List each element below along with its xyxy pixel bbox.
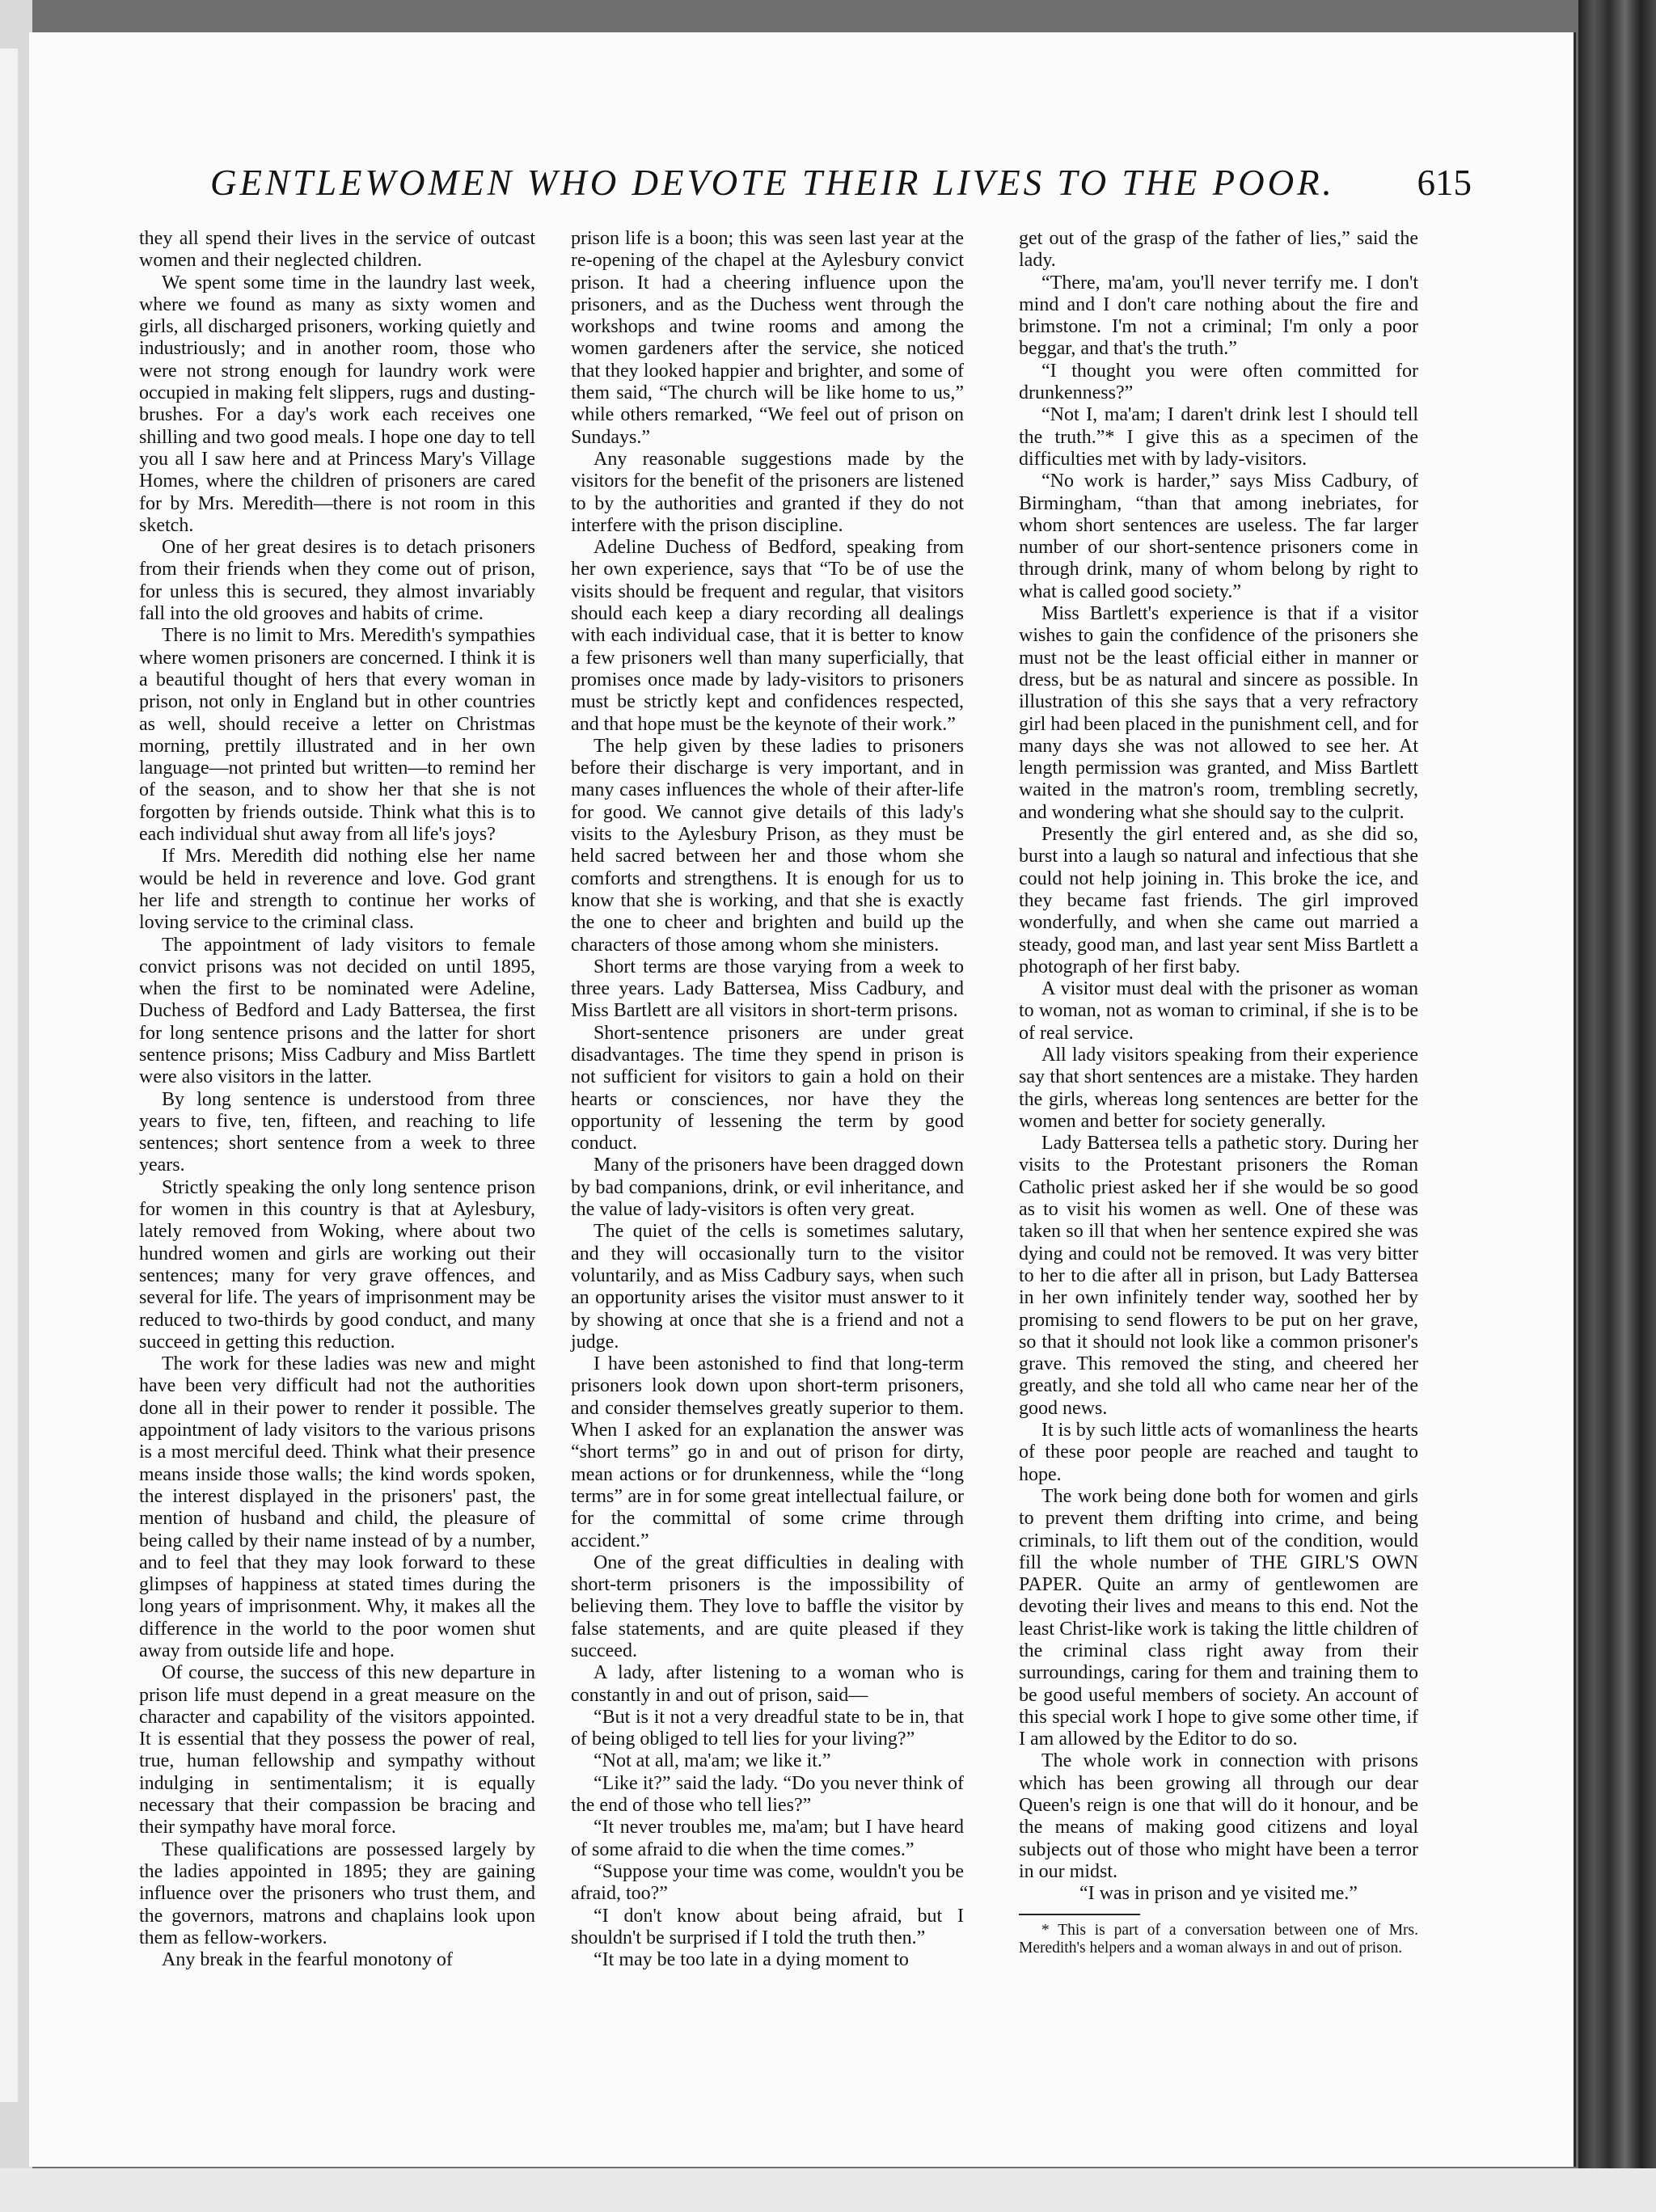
text-column-3: [1019, 228, 1418, 1957]
paragraph: All lady visitors speaking from their experience say that short sentences are a mistake. They harden the girls, whereas long sentences are better for the women and better for society generally.: [1019, 1044, 1418, 1132]
paragraph: prison life is a boon; this was seen last year at the re-opening of the chapel at the Aylesbury convict prison. It had a cheering influence upon the prisoners, and as the Duchess went through the workshops and twine rooms and among the women gardeners after the service, she noticed that they looked happier and brighter, and some of them said, “The church will be like home to us,” while others remarked, “We feel out of prison on Sundays.”: [571, 228, 964, 448]
paragraph: “I thought you were often committed for drunkenness?”: [1019, 360, 1418, 404]
book-binding-edge: [1578, 0, 1656, 2212]
paragraph: Short terms are those varying from a week to three years. Lady Battersea, Miss Cadbury, and Miss Bartlett are all visitors in short-term prisons.: [571, 956, 964, 1022]
paragraph: These qualifications are possessed largely by the ladies appointed in 1895; they are gaining influence over the prisoners who trust them, and the governors, matrons and chaplains look upon them as fellow-workers.: [139, 1838, 535, 1948]
facing-page-edge: [0, 49, 18, 2102]
paragraph: “Not I, ma'am; I daren't drink lest I should tell the truth.”* I give this as a specimen of the difficulties met with by lady-visitors.: [1019, 404, 1418, 470]
page-header: [210, 162, 1472, 210]
paragraph: One of the great difficulties in dealing with short-term prisoners is the impossibility of believing them. They love to baffle the visitor by false statements, and are quite pleased if they succeed.: [571, 1551, 964, 1661]
paragraph: get out of the grasp of the father of lies,” said the lady.: [1019, 228, 1418, 272]
paragraph: they all spend their lives in the service of outcast women and their neglected children.: [139, 228, 535, 272]
paragraph: “Like it?” said the lady. “Do you never think of the end of those who tell lies?”: [571, 1772, 964, 1817]
paragraph: By long sentence is understood from three years to five, ten, fifteen, and reaching to life sentences; short sentence from a week to three years.: [139, 1088, 535, 1176]
paragraph: The appointment of lady visitors to female convict prisons was not decided on until 1895, when the first to be nominated were Adeline, Duchess of Bedford and Lady Battersea, the first for long sentence prisons and the latter for short sentence prisons; Miss Cadbury and Miss Bartlett were also visitors in the latter.: [139, 934, 535, 1088]
paragraph: “It may be too late in a dying moment to: [594, 1949, 909, 1971]
paragraph-text: Quite an army of gentlewomen are devoting their lives and means to this end. Not the least Christ-like work is taking the little children of the criminal class right away from their surroundings, caring for them and training them to be good useful members of society. An account of this special work I hope to give some other time, if I am allowed by the Editor to do so.: [1019, 1574, 1418, 1750]
paragraph: “Suppose your time was come, wouldn't you be afraid, too?”: [571, 1860, 964, 1905]
paragraph: Any break in the fearful monotony of: [162, 1949, 453, 1971]
paragraph: “There, ma'am, you'll never terrify me. I don't mind and I don't care nothing about the fire and brimstone. I'm not a criminal; I'm only a poor beggar, and that's the truth.”: [1019, 272, 1418, 360]
footnote: * This is part of a conversation between one of Mrs. Meredith's helpers and a woman always in and out of prison.: [1019, 1921, 1418, 1957]
paragraph: The whole work in connection with prisons which has been growing all through our dear Queen's reign is one that will do it honour, and be the means of making good citizens and loyal subjects out of those who might have been a terror in our midst.: [1019, 1750, 1418, 1882]
paragraph: The help given by these ladies to prisoners before their discharge is very important, and in many cases influences the whole of their after-life for good. We cannot give details of this lady's visits to the Aylesbury Prison, as they must be held sacred between her and those whom she comforts and strengthens. It is enough for us to know that she is working, and that she is exactly the one to cheer and brighten and build up the characters of those among whom she ministers.: [571, 735, 964, 956]
running-title: GENTLEWOMEN WHO DEVOTE THEIR LIVES TO THE POOR.: [210, 163, 1335, 203]
paragraph: Adeline Duchess of Bedford, speaking from her own experience, says that “To be of use the visits should be frequent and regular, that visitors should each keep a diary recording all dealings with each individual case, that it is better to know a few prisoners well than many superficially, that promises once made by lady-visitors to prisoners must be strictly kept and confidences respected, and that hope must be the keynote of their work.”: [571, 537, 964, 735]
paragraph: “But is it not a very dreadful state to be in, that of being obliged to tell lies for your living?”: [571, 1706, 964, 1750]
paragraph: [1019, 1486, 1418, 1751]
paragraph: Any reasonable suggestions made by the visitors for the benefit of the prisoners are listened to by the authorities and granted if they do not interfere with the prison discipline.: [571, 448, 964, 536]
paragraph: There is no limit to Mrs. Meredith's sympathies where women prisoners are concerned. I think it is a beautiful thought of hers that every woman in prison, not only in England but in other countries as well, should receive a letter on Christmas morning, prettily illustrated and in her own language—not printed but written—to remind her of the season, and to show her that she is not forgotten by friends outside. Think what this is to each individual shut away from all life's joys?: [139, 625, 535, 846]
paragraph: Strictly speaking the only long sentence prison for women in this country is that at Aylesbury, lately removed from Woking, where about two hundred women and girls are working out their sentences; many for very grave offences, and several for life. The years of imprisonment may be reduced to two-thirds by good conduct, and many succeed in getting this reduction.: [139, 1176, 535, 1353]
paragraph: Presently the girl entered and, as she did so, burst into a laugh so natural and infectious that she could not help joining in. This broke the ice, and they became fast friends. The girl improved wonderfully, and when she came out married a steady, good man, and last year sent Miss Bartlett a photograph of her first baby.: [1019, 824, 1418, 977]
magazine-title: THE GIRL'S OWN PAPER.: [1019, 1551, 1418, 1596]
paragraph: Of course, the success of this new departure in prison life must depend in a great measure on the character and capability of the visitors appointed. It is essential that they possess the power of real, true, human fellowship and sympathy without indulging in sentimentalism; it is equally necessary that their compassion be bracing and their sympathy have moral force.: [139, 1662, 535, 1838]
paragraph: If Mrs. Meredith did nothing else her name would be held in reverence and love. God grant her life and strength to continue her works of loving service to the criminal class.: [139, 846, 535, 934]
paragraph: Many of the prisoners have been dragged down by bad companions, drink, or evil inheritance, and the value of lady-visitors is often very great.: [571, 1155, 964, 1221]
scan-background-bottom: [0, 2168, 1656, 2212]
paragraph: Lady Battersea tells a pathetic story. During her visits to the Protestant prisoners the Roman Catholic priest asked her if she would be so good as to visit his women as well. One of these was taken so ill that when her sentence expired she was dying and could not be removed. It was very bitter to her to die after all in prison, but Lady Battersea in her own infinitely tender way, soothed her by promising to send flowers to be put on her grave, so that it should not look like a common prisoner's grave. This removed the sting, and cheered her greatly, and she told all who came near her of the good news.: [1019, 1133, 1418, 1419]
paragraph: “No work is harder,” says Miss Cadbury, of Birmingham, “than that among inebriates, for whom short sentences are useless. The far larger number of our short-sentence prisoners come in through drink, many of whom belong by right to what is called good society.”: [1019, 471, 1418, 602]
paragraph: The work for these ladies was new and might have been very difficult had not the authorities done all in their power to render it possible. The appointment of lady visitors to the various prisons is a most merciful deed. Think what their presence means inside those walls; the kind words spoken, the interest displayed in the prisoners' past, the mention of husband and child, the pleasure of being called by their name instead of by a number, and to feel that they may look forward to these glimpses of happiness at stated times during the long years of imprisonment. Why, it makes all the difference in the world to the poor women shut away from outside life and hope.: [139, 1353, 535, 1661]
text-column-2: [571, 228, 964, 1971]
paragraph: It is by such little acts of womanliness the hearts of these poor people are reached and taught to hope.: [1019, 1420, 1418, 1485]
paragraph-text: The work being done both for women and girls to prevent them drifting into crime, and being criminals, to lift them out of the condition, would fill the whole number of: [1019, 1485, 1418, 1573]
paragraph: Miss Bartlett's experience is that if a visitor wishes to gain the confidence of the prisoners she must not be the least official either in manner or dress, but be as natural and sincere as possible. In illustration of this she says that a very refractory girl had been placed in the punishment cell, and for many days she was not allowed to see her. At length permission was granted, and Miss Bartlett waited in the matron's room, trembling secretly, and wondering what she should say to the culprit.: [1019, 603, 1418, 823]
paragraph: “Not at all, ma'am; we like it.”: [594, 1750, 831, 1772]
paragraph: “I don't know about being afraid, but I shouldn't be surprised if I told the truth then.”: [571, 1905, 964, 1948]
footnote-rule: [1019, 1914, 1140, 1915]
text-column-1: [139, 228, 535, 1971]
paragraph: One of her great desires is to detach prisoners from their friends when they come out of prison, for unless this is secured, they almost invariably fall into the old grooves and habits of crime.: [139, 537, 535, 625]
paragraph: “It never troubles me, ma'am; but I have heard of some afraid to die when the time comes.”: [571, 1817, 964, 1860]
paragraph: We spent some time in the laundry last week, where we found as many as sixty women and girls, all discharged prisoners, working quietly and industriously; and in another room, those who were not strong enough for laundry work were occupied in making felt slippers, rugs and dusting-brushes. For a day's work each receives one shilling and two good meals. I hope one day to tell you all I saw here and at Princess Mary's Village Homes, where the children of prisoners are cared for by Mrs. Meredith—there is not room in this sketch.: [139, 272, 535, 536]
paragraph: The quiet of the cells is sometimes salutary, and they will occasionally turn to the visitor voluntarily, and as Miss Cadbury says, when such an opportunity arises the visitor must answer to it by showing at once that she is a friend and not a judge.: [571, 1221, 964, 1353]
closing-quote: “I was in prison and ye visited me.”: [1079, 1883, 1358, 1905]
paragraph: A lady, after listening to a woman who is constantly in and out of prison, said—: [571, 1662, 964, 1706]
paragraph: I have been astonished to find that long-term prisoners look down upon short-term prisoners, and consider themselves greatly superior to them. When I asked for an explanation the answer was “short terms” go in and out of prison for dirty, mean actions or for drunkenness, while the “long terms” are in for some great intellectual failure, or for the committal of some crime through accident.”: [571, 1353, 964, 1551]
page-number: 615: [1417, 163, 1472, 203]
paragraph: Short-sentence prisoners are under great disadvantages. The time they spend in prison is not sufficient for visitors to gain a hold on their hearts or consciences, nor have they the opportunity of lessening the term by good conduct.: [571, 1022, 964, 1155]
paragraph: A visitor must deal with the prisoner as woman to woman, not as woman to criminal, if she is to be of real service.: [1019, 978, 1418, 1044]
